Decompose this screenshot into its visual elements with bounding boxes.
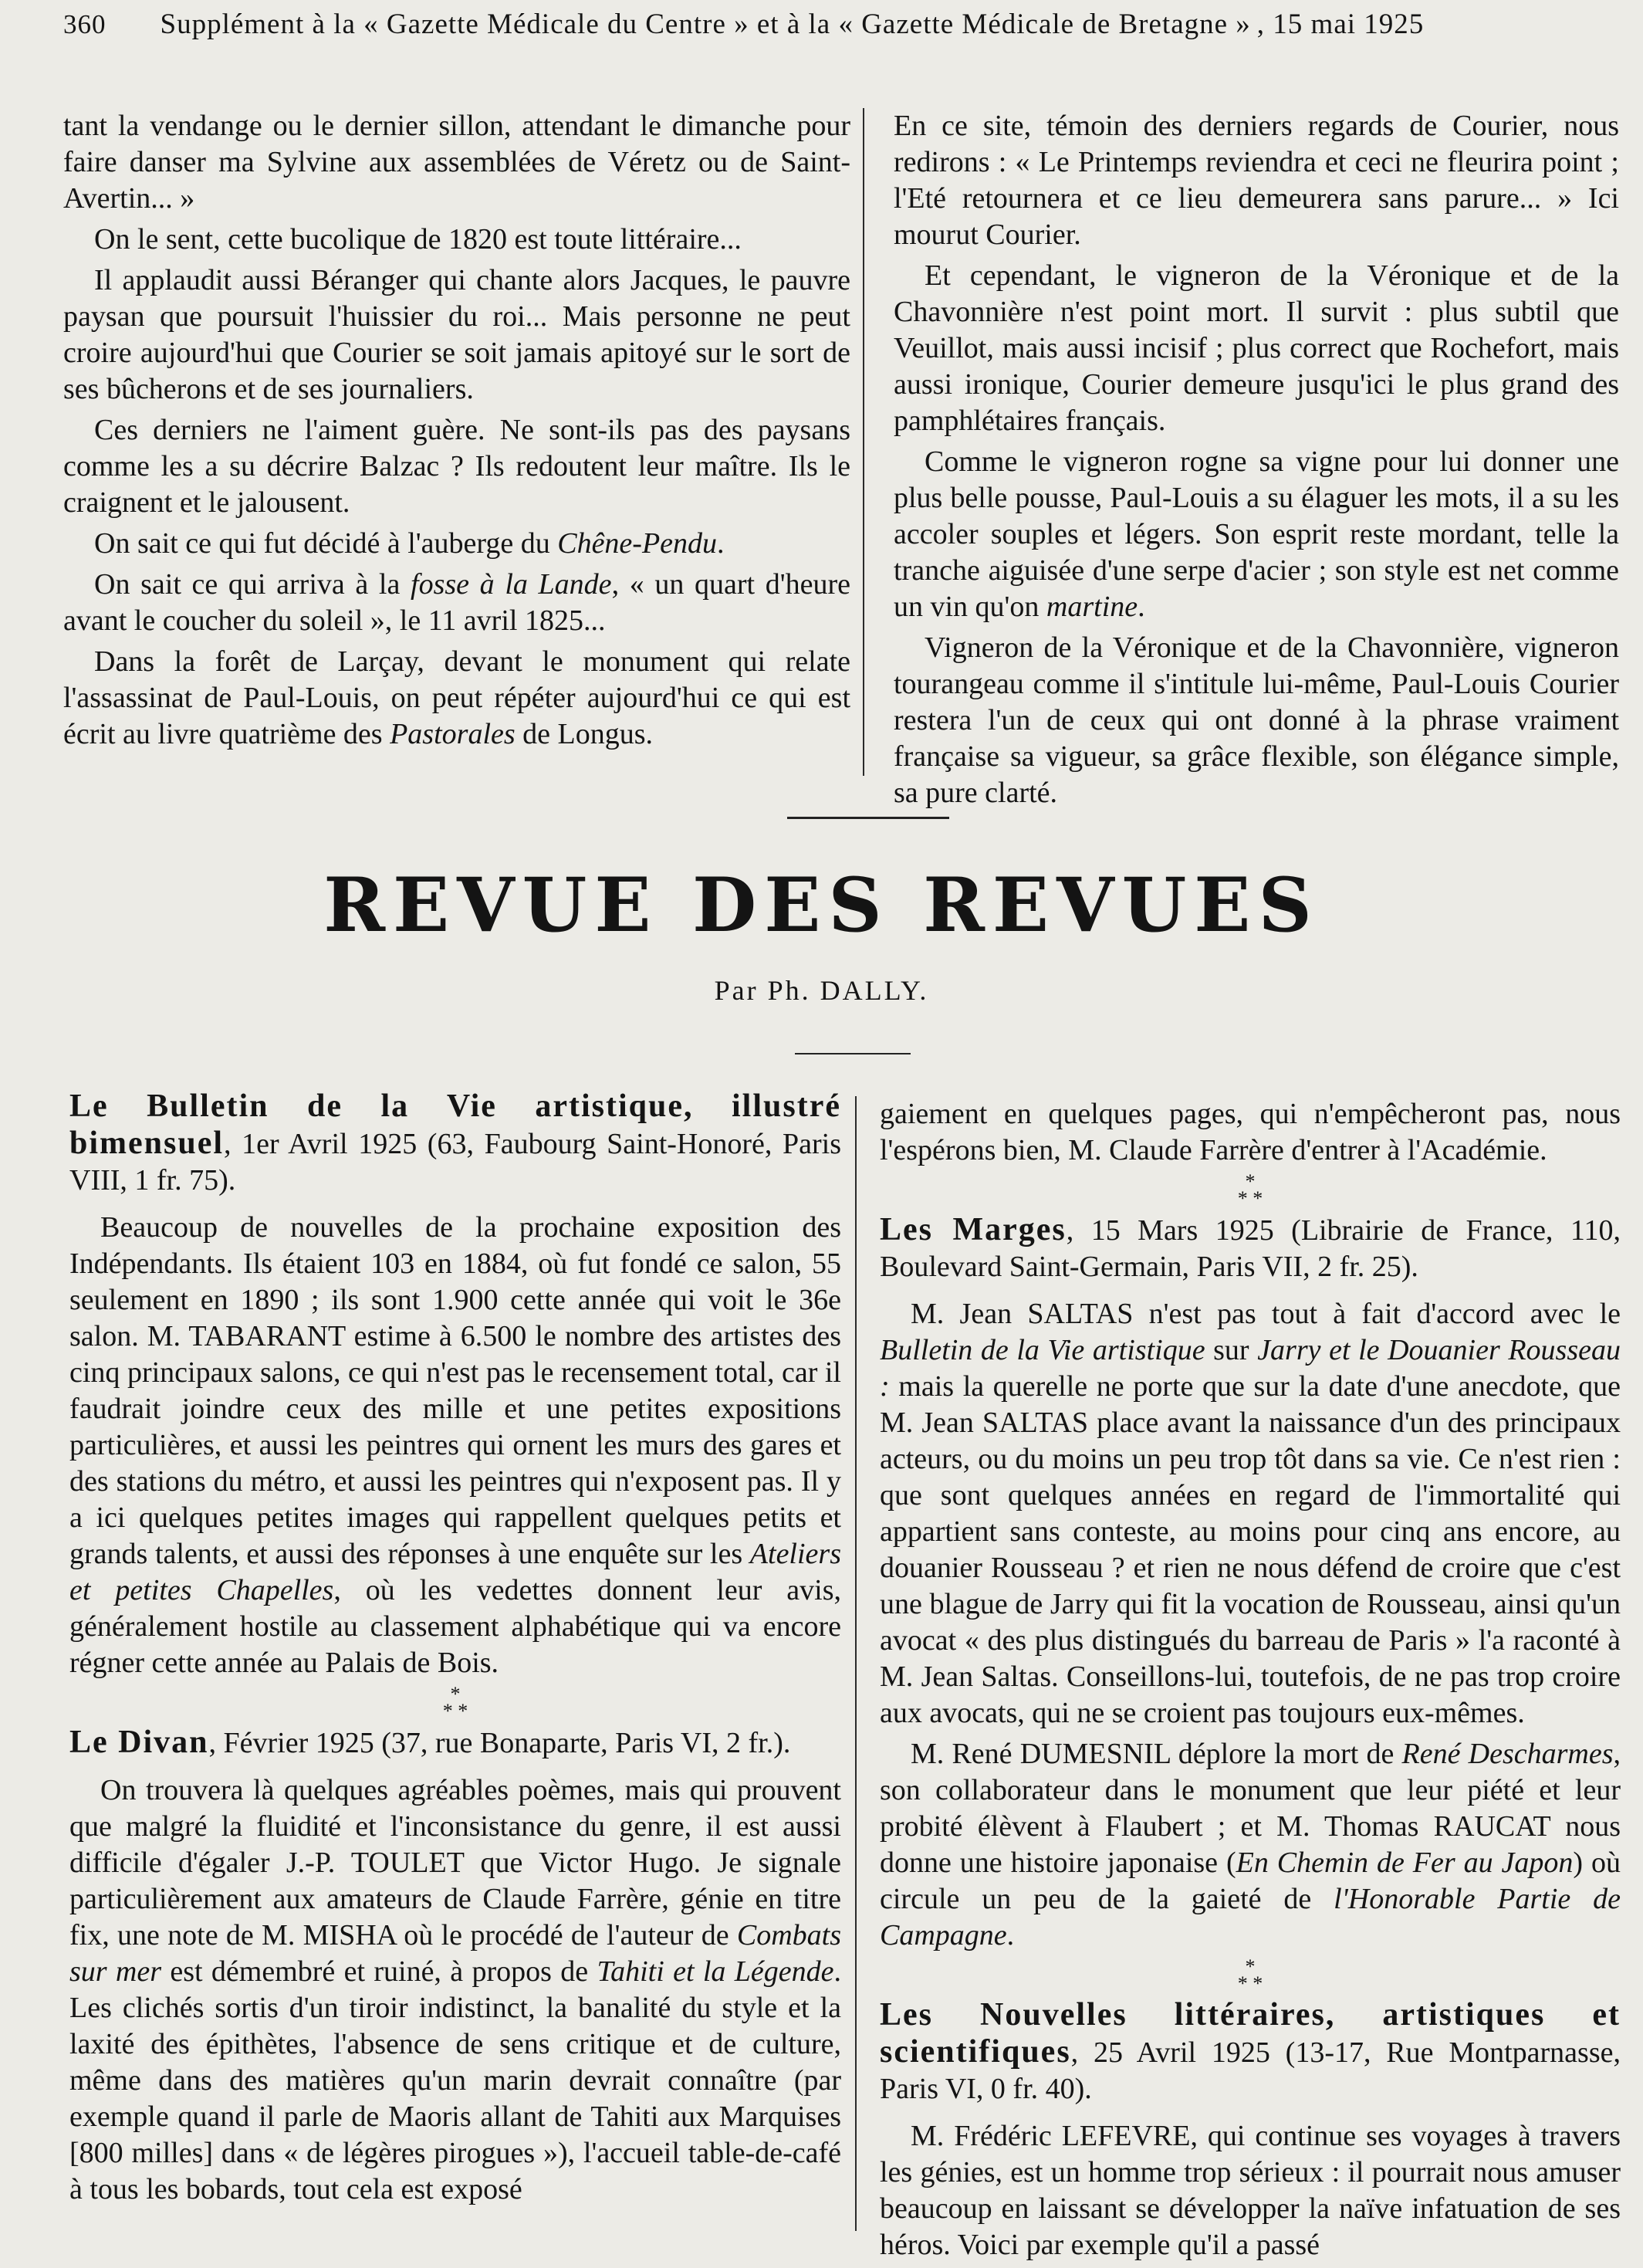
page-header: [63, 3, 1576, 46]
paragraph: On le sent, cette bucolique de 1820 est toute littéraire...: [94, 223, 742, 256]
running-title: Supplément à la « Gazette Médicale du Centre » et à la « Gazette Médicale de Bretagne »: [160, 8, 1251, 40]
section-rule-top: [787, 817, 949, 819]
paragraph: En ce site, témoin des derniers regards de Courier, nous redirons : « Le Printemps reviendra et ceci ne fleurira point ; l'Eté retournera et ce lieu demeurera sans parure... » Ici mourut Courier.: [894, 110, 1619, 251]
paragraph: Vigneron de la Véronique et de la Chavonnière, vigneron tourangeau comme il s'intitule lui-même, Paul-Louis Courier restera l'un de ceux qui ont donné à la phrase vraiment française sa vigueur, sa grâce flexible, son élégance simple, sa pure clarté.: [894, 631, 1619, 809]
column-rule-bottom: [855, 1096, 857, 2231]
byline: Par Ph. DALLY.: [714, 975, 929, 1006]
paragraph: Il applaudit aussi Béranger qui chante alors Jacques, le pauvre paysan que poursuit l'huissier du roi... Mais personne ne peut croire aujourd'hui que Courier se soit jamais apitoyé sur le sort de ses bûcherons et de ses journaliers.: [63, 264, 850, 405]
paragraph: M. Frédéric LEFEVRE, qui continue ses voyages à travers les génies, est un homme trop sérieux : il pourrait nous amuser beaucoup en laissant se développer la naïve infatuation de ses héros. Voici par exemple qu'il a passé: [880, 2120, 1621, 2261]
paragraph: M. René DUMESNIL déplore la mort de René Descharmes, son collaborateur dans le monument que leur piété et leur probité élèvent à Flaubert ; et M. Thomas RAUCAT nous donne une histoire japonaise (En Chemin de Fer au Japon) où circule un peu de la gaieté de l'Honorable Partie de Campagne.: [880, 1738, 1621, 1951]
paragraph: Beaucoup de nouvelles de la prochaine exposition des Indépendants. Ils étaient 103 en 1884, où fut fondé ce salon, 55 seulement en 1890 ; ils sont 1.900 cette année qui voit le 36e salon. M. TABARANT estime à 6.500 le nombre des artistes des cinq principaux salons, ce qui n'est pas le recensement total, car il faudrait joindre ceux des mille et une petites expositions particulières, et aussi les peintres qui ornent les murs des gares et des stations du métro, et aussi les peintres qui n'exposent pas. Il y a ici quelques petites images qui rappellent quelques petits et grands talents, et aussi des réponses à une enquête sur les Ateliers et petites Chapelles, où les vedettes donnent leur avis, généralement hostile au classement alphabétique qui va encore régner cette année au Palais de Bois.: [69, 1211, 841, 1679]
section-rule-bottom: [795, 1053, 911, 1054]
publication-name: Le Divan: [69, 1725, 209, 1760]
column-rule-top: [863, 108, 864, 776]
review-heading: Le Bulletin de la Vie artistique, illustré bimensuel, 1er Avril 1925 (63, Faubourg Saint-Honoré, Paris VIII, 1 fr. 75).: [69, 1088, 841, 1197]
issue-date: , 15 mai 1925: [1256, 8, 1425, 40]
paragraph: Comme le vigneron rogne sa vigne pour lui donner une plus belle pousse, Paul-Louis a su élaguer les mots, il a su les accoler souples et légers. Son esprit reste mordant, telle la tranche aiguisée d'une serpe d'acier ; son style est net comme un vin qu'on martine.: [894, 445, 1619, 623]
bottom-right-column: [880, 1096, 1621, 2268]
publication-name: Les Marges: [880, 1212, 1067, 1247]
page-number: 360: [63, 9, 106, 39]
paragraph: Dans la forêt de Larçay, devant le monument qui relate l'assassinat de Paul-Louis, on peut répéter aujourd'hui ce qui est écrit au livre quatrième des Pastorales de Longus.: [63, 645, 850, 750]
section-title: REVUE DES REVUES: [323, 862, 1320, 949]
paragraph: Et cependant, le vigneron de la Véronique et de la Chavonnière n'est point mort. Il survit : plus subtil que Veuillot, mais aussi incisif ; plus correct que Rochefort, mais aussi ironique, Courier demeure jusqu'ici le plus grand des pamphlétaires français.: [894, 259, 1619, 437]
publication-name: Le Bulletin de la Vie artistique, illustré bimensuel: [69, 1088, 841, 1161]
section-separator: * * *: [1237, 1170, 1263, 1210]
review-heading: Les Nouvelles littéraires, artistiques et scientifiques, 25 Avril 1925 (13-17, Rue Montparnasse, Paris VI, 0 fr. 40).: [880, 1997, 1621, 2105]
paragraph: On sait ce qui fut décidé à l'auberge du Chêne-Pendu.: [94, 527, 725, 560]
paragraph: On trouvera là quelques agréables poèmes, mais qui prouvent que malgré la fluidité et l'inconsistance du genre, il est aussi difficile d'égaler J.-P. TOULET que Victor Hugo. Je signale particulièrement aux amateurs de Claude Farrère, génie en titre fix, une note de M. MISHA où le procédé de l'auteur de Combats sur mer est démembré et ruiné, à propos de Tahiti et la Légende. Les clichés sortis d'un tiroir indistinct, la banalité du style et la laxité des épithètes, l'absence de sens critique et de culture, même dans des matières qu'un marin devrait connaître (par exemple quand il parle de Maoris allant de Tahiti aux Marquises [800 milles] dans « de légères pirogues »), l'accueil table-de-café à tous les bobards, tout cela est exposé: [69, 1774, 841, 2205]
paragraph: tant la vendange ou le dernier sillon, attendant le dimanche pour faire danser ma Sylvine aux assemblées de Véretz ou de Saint-Avertin... »: [63, 110, 850, 215]
paragraph: M. Jean SALTAS n'est pas tout à fait d'accord avec le Bulletin de la Vie artistique sur Jarry et le Douanier Rousseau : mais la querelle ne porte que sur la date d'une anecdote, que M. Jean SALTAS place avant la naissance d'un des principaux acteurs, ou du moins un peu trop tôt dans sa vie. Ce n'est rien : que sont quelques années en regard de l'immortalité qui appartient sans conteste, au moins pour cinq ans encore, au douanier Rousseau ? et rien ne nous défend de croire que c'est une blague de Jarry qui fit la vocation de Rousseau, ainsi qu'un avocat « des plus distingués du barreau de Paris » l'a raconté à M. Jean Saltas. Conseillons-lui, toutefois, de ne pas trop croire aux avocats, qui ne se croient pas toujours eux-mêmes.: [880, 1298, 1621, 1729]
paragraph: On sait ce qui arriva à la fosse à la Lande, « un quart d'heure avant le coucher du soleil », le 11 avril 1825...: [63, 568, 851, 637]
publication-name: Les Nouvelles littéraires, artistiques et scientifiques: [880, 1997, 1621, 2070]
review-heading: Le Divan, Février 1925 (37, rue Bonaparte, Paris VI, 2 fr.).: [69, 1725, 791, 1760]
section-separator: * * *: [442, 1683, 468, 1722]
paragraph: Ces derniers ne l'aiment guère. Ne sont-ils pas des paysans comme les a su décrire Balzac ? Ils redoutent leur maître. Ils le craignent et le jalousent.: [63, 414, 850, 519]
review-heading: Les Marges, 15 Mars 1925 (Librairie de France, 110, Boulevard Saint-Germain, Paris VII, 2 fr. 25).: [880, 1212, 1621, 1283]
bottom-left-column: [69, 1088, 841, 2212]
top-right-column: [894, 108, 1619, 816]
top-left-column: [63, 108, 850, 757]
paragraph: gaiement en quelques pages, qui n'empêcheront pas, nous l'espérons bien, M. Claude Farrère d'entrer à l'Académie.: [880, 1098, 1621, 1166]
section-separator: * * *: [1237, 1955, 1263, 1995]
